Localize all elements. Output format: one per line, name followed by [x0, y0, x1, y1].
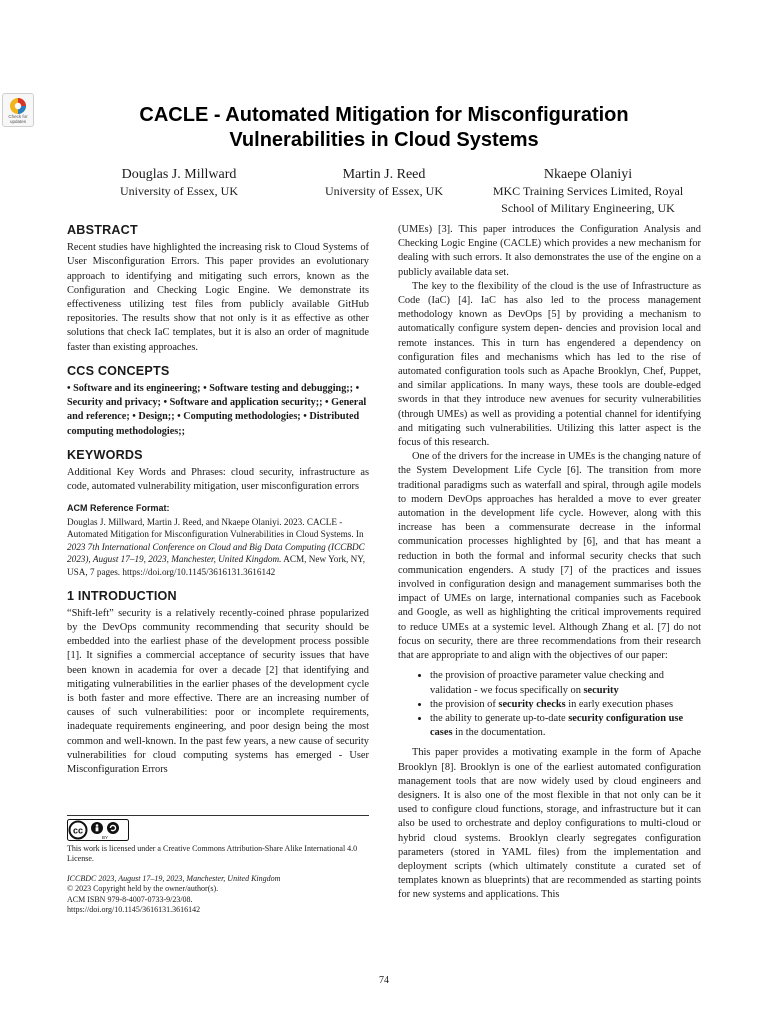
list-item: • the ability to generate up-to-date security configuration use cases in the documentation.: [430, 712, 701, 740]
author-affiliation: University of Essex, UK: [325, 184, 443, 198]
license-block: [67, 815, 369, 915]
paper-title: [80, 103, 688, 153]
check-for-updates-badge[interactable]: [2, 93, 34, 127]
title-line-1: CACLE - Automated Mitigation for Misconfiguration: [139, 104, 629, 126]
acm-reference-heading: ACM Reference Format:: [67, 503, 170, 514]
recommendations-list: [398, 669, 701, 740]
creative-commons-icon[interactable]: [67, 819, 129, 841]
intro-paragraph-1: (UMEs) [3]. This paper introduces the Configuration Analysis and Checking Logic Engine (CACLE) which provides a new mechanism for dealing with such errors. It also demonstrates the use of the engine on a publicly available data set.: [398, 224, 701, 278]
intro-paragraph-2: The key to the flexibility of the cloud is the use of Infrastructure as Code (IaC) [4]. IaC has also led to the process management methodology known as DevOps [5] by providing a mechanism to automatically configure system depen- dencies and provision local and remote instances. This in turn has engendered a dependency on configuration files and mechanisms which has led to the rise of automated configuration tools such as Apache Brooklyn, Chef, Puppet, and similar applications. In many ways, these tools are double-edged swords in that they introduce new avenues for security vulnerabilities (through UMEs) as well as providing a potential channel for identifying and mitigating such vulnerabilities. Utilizing this latter aspect is the focus of this research.: [398, 280, 701, 449]
crossmark-icon: [9, 97, 27, 115]
abstract-text: Recent studies have highlighted the increasing risk to Cloud Systems of User Misconfiguration Errors. This paper provides an evolutionary approach to identifying and mitigating such errors, known as the Configuration and Checking Logic Engine. We demonstrate its effectiveness utilizing test files from publicly available GitHub repositories. The results show that not only is it as effective as other solutions that check IaC templates, but it is also an order of magnitude faster than existing approaches.: [67, 242, 369, 353]
author-affiliation-line-2: School of Military Engineering, UK: [501, 201, 675, 215]
author-affiliation: University of Essex, UK: [120, 184, 238, 198]
intro-paragraph-3: One of the drivers for the increase in UMEs is the changing nature of the System Development Life Cycle [6]. The transition from more traditional paradigms such as waterfall and spiral, through agile models to modern DevOps approaches has heralded a move to ever greater automation in the development life cycle. However, along with this increase has been a commensurate decrease in the informal communication processes highlighted by [6], and that has meant a reduction in both the formal and informal security checks that such communication engenders. A study [7] of the practices and issues involved in configuration design and management summarises both the impact of UMEs on large, international companies such as Facebook and Google, as well as highlighting the critical improvements required to reduce UMEs at a systemic level. Although Zhang et al. [7] do not focus on security, there are three recommendations from their research that are appropriate to and align with the objectives of our paper:: [398, 451, 701, 662]
title-line-2: Vulnerabilities in Cloud Systems: [229, 129, 539, 151]
intro-paragraph-4: This paper provides a motivating example in the form of Apache Brooklyn [8]. Brooklyn is one of the earliest automated configuration management tools that are now widely used by cloud engineers and designers. It is also one of the most flexible in that not only can be it used to configure cloud functions, storage, and infrastructure but it can also be used to orchestrate and deploy configurations to multi-cloud or hybrid cloud systems. Brooklyn clearly segregates configuration parameters (stored in YAML files) from the implementation and deployment scripts (which ultimately constitute a curated set of templates known as blueprints) that are recommended as starting points for new systems and applications. This: [398, 747, 701, 901]
list-item: • the provision of proactive parameter value checking and validation - we focus specifically on security: [430, 669, 701, 697]
license-text: This work is licensed under a Creative Commons Attribution-Share Alike International 4.0 License.: [67, 844, 358, 864]
left-column: [67, 223, 369, 777]
author-affiliation: MKC Training Services Limited, Royal: [492, 184, 684, 198]
author-name: Douglas J. Millward: [121, 167, 237, 182]
acm-reference-part-2: ACM, New York, NY, USA, 7 pages. https://doi.org/10.1145/3616131.3616142: [67, 554, 366, 578]
introduction-heading: 1 INTRODUCTION: [67, 588, 177, 603]
list-item: • the provision of security checks in early execution phases: [430, 698, 701, 712]
ccs-heading: CCS CONCEPTS: [67, 363, 170, 378]
acm-reference-venue: 2023 7th International Conference on Cloud and Big Data Computing (ICCBDC 2023), August 17–19, 2023, Manchester, United Kingdom.: [67, 541, 365, 565]
author-3: [478, 166, 698, 217]
right-column: [398, 223, 701, 903]
conference-info: ICCBDC 2023, August 17–19, 2023, Manchester, United Kingdom: [67, 873, 281, 883]
copyright-text: © 2023 Copyright held by the owner/author(s).: [67, 884, 219, 894]
footnote-divider: [67, 815, 369, 816]
ccs-text: • Software and its engineering; • Software testing and debugging;; • Security and privacy; • Software and application security;; • General and reference; • Design;; • Computing methodologies; • Distributed computing methodologies;;: [67, 383, 367, 437]
cc-mark: cc: [72, 825, 84, 836]
introduction-text: “Shift-left” security is a relatively recently-coined phrase popularized by the DevOps community recommending that security should be embedded into the earliest phase of the development process possible [1]. It signifies a commercial acceptance of security issues that have been known in academia for over a decade [2] that identifying and mitigating vulnerabilities in the earlier phases of the development cycle is both faster and more effective. There are an increasing number of causes of such vulnerabilities: poor or incomplete requirements, inadequate requirements engineering, and poor design being the most common and well-known. In the past few years, a new cause of security vulnerabilities for cloud computing systems has emerged - User Misconfiguration Errors: [67, 607, 369, 776]
keywords-text: Additional Key Words and Phrases: cloud security, infrastructure as code, automated vulnerability mitigation, user misconfiguration errors: [67, 467, 369, 493]
cc-by-mark: BY: [101, 835, 109, 840]
author-name: Nkaepe Olaniyi: [543, 167, 633, 182]
abstract-heading: ABSTRACT: [67, 223, 138, 237]
acm-reference-text: [67, 516, 369, 579]
badge-label-2: updates: [9, 118, 26, 124]
page-number: 74: [379, 975, 389, 986]
keywords-heading: KEYWORDS: [67, 447, 143, 462]
author-1: [100, 166, 258, 200]
author-2: [305, 166, 463, 200]
author-name: Martin J. Reed: [342, 167, 426, 182]
badge-label-1: Check for: [8, 114, 28, 119]
doi-link[interactable]: https://doi.org/10.1145/3616131.3616142: [67, 905, 201, 915]
acm-reference-part-1: Douglas J. Millward, Martin J. Reed, and Nkaepe Olaniyi. 2023. CACLE - Automated Mitigation for Misconfiguration Vulnerabilities in Cloud Systems. In: [67, 516, 364, 540]
isbn-text: ACM ISBN 979-8-4007-0733-9/23/08.: [67, 894, 193, 904]
